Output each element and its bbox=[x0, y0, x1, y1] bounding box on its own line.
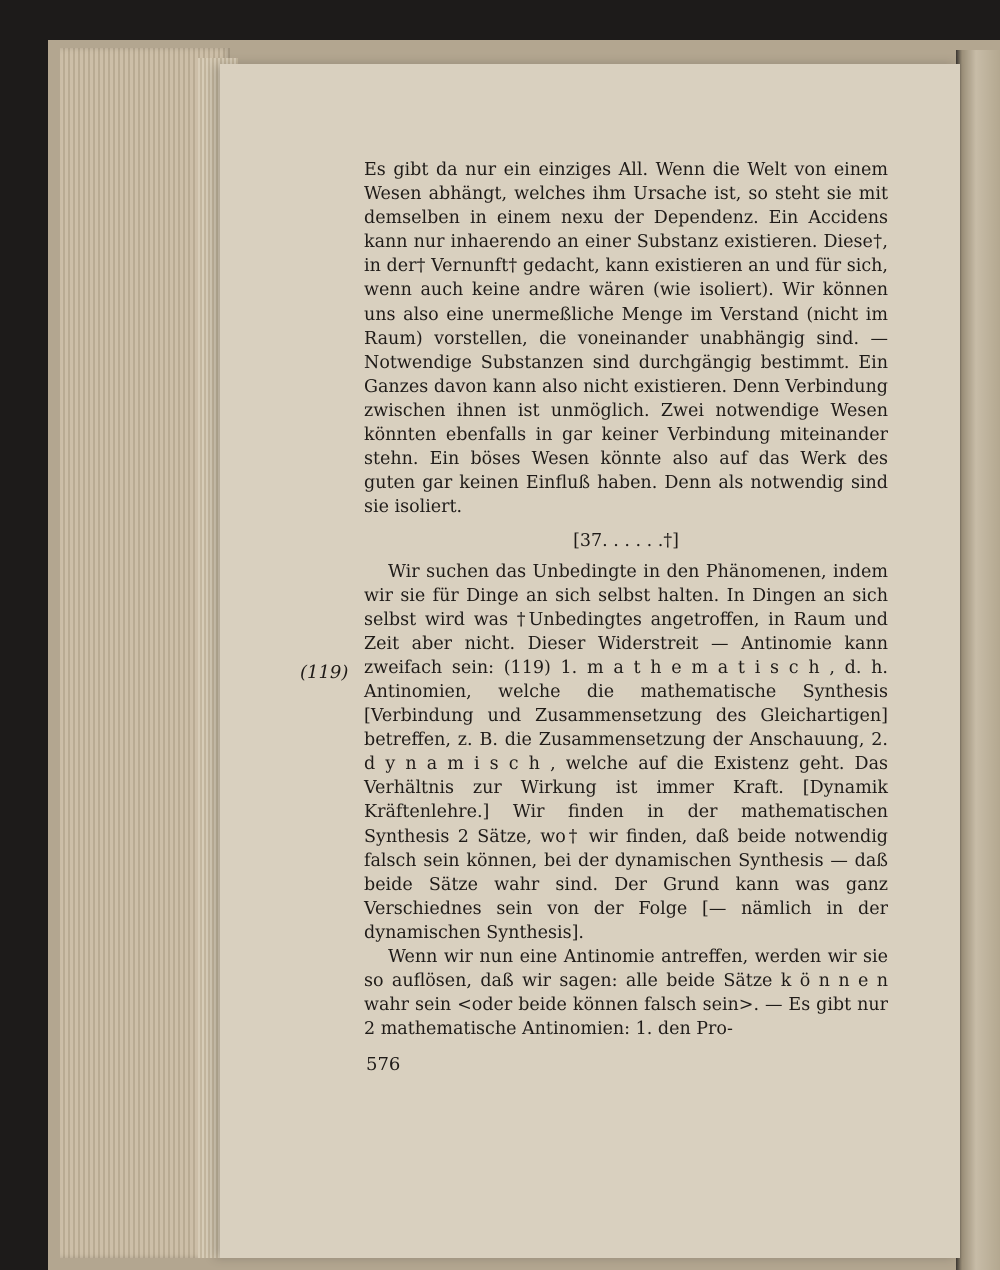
paragraph-3: Wenn wir nun eine Antinomie antreffen, werden wir sie so auflösen, daß wir sagen: alle beide Sätze k ö n n e n wahr sein <oder beide können falsch sein>. — Es gibt nur 2 mathematische Antinomien: 1. den Pro- bbox=[364, 947, 888, 1040]
page-number: 576 bbox=[366, 1054, 401, 1075]
section-marker: [37. . . . . .†] bbox=[573, 531, 679, 552]
paragraph-1: Es gibt da nur ein einziges All. Wenn die Welt von einem Wesen abhängt, welches ihm Ursache ist, so steht sie mit demselben in einem nexu der Dependenz. Ein Accidens kann nur inhaerendo an einer Substanz existieren. Diese†, in der† Vernunft† gedacht, kann existieren an und für sich, wenn auch keine andre wären (wie isoliert). Wir können uns also eine unermeßliche Menge im Verstand (nicht im Raum) vorstellen, die voneinander unabhängig sind. — Notwendige Substanzen sind durchgängig bestimmt. Ein Ganzes davon kann also nicht existieren. Denn Verbindung zwischen ihnen ist unmöglich. Zwei notwendige Wesen könnten ebenfalls in gar keiner Verbindung miteinander stehn. Ein böses Wesen könnte also auf das Werk des guten gar keinen Einfluß haben. Denn als notwendig sind sie isoliert. bbox=[364, 160, 888, 518]
margin-reference: (119) bbox=[300, 662, 349, 683]
page-text bbox=[364, 158, 888, 1041]
book-gutter bbox=[956, 50, 1000, 1270]
paragraph-2: Wir suchen das Unbedingte in den Phänomenen, indem wir sie für Dinge an sich selbst halten. In Dingen an sich selbst wird was †Unbedingtes angetroffen, in Raum und Zeit aber nicht. Dieser Widerstreit — Antinomie kann zweifach sein: (119) 1. m a t h e m a t i s c h , d. h. Antinomien, welche die mathematische Synthesis [Verbindung und Zusammensetzung des Gleichartigen] betreffen, z. B. die Zusammensetzung der Anschauung, 2. d y n a m i s c h , welche auf die Existenz geht. Das Verhältnis zur Wirkung ist immer Kraft. [Dynamik Kräftenlehre.] Wir finden in der mathematischen Synthesis 2 Sätze, wo† wir finden, daß beide notwendig falsch sein können, bei der dynamischen Synthesis — daß beide Sätze wahr sind. Der Grund kann was ganz Verschiednes sein von der Folge [— nämlich in der dynamischen Synthesis]. bbox=[364, 561, 888, 943]
